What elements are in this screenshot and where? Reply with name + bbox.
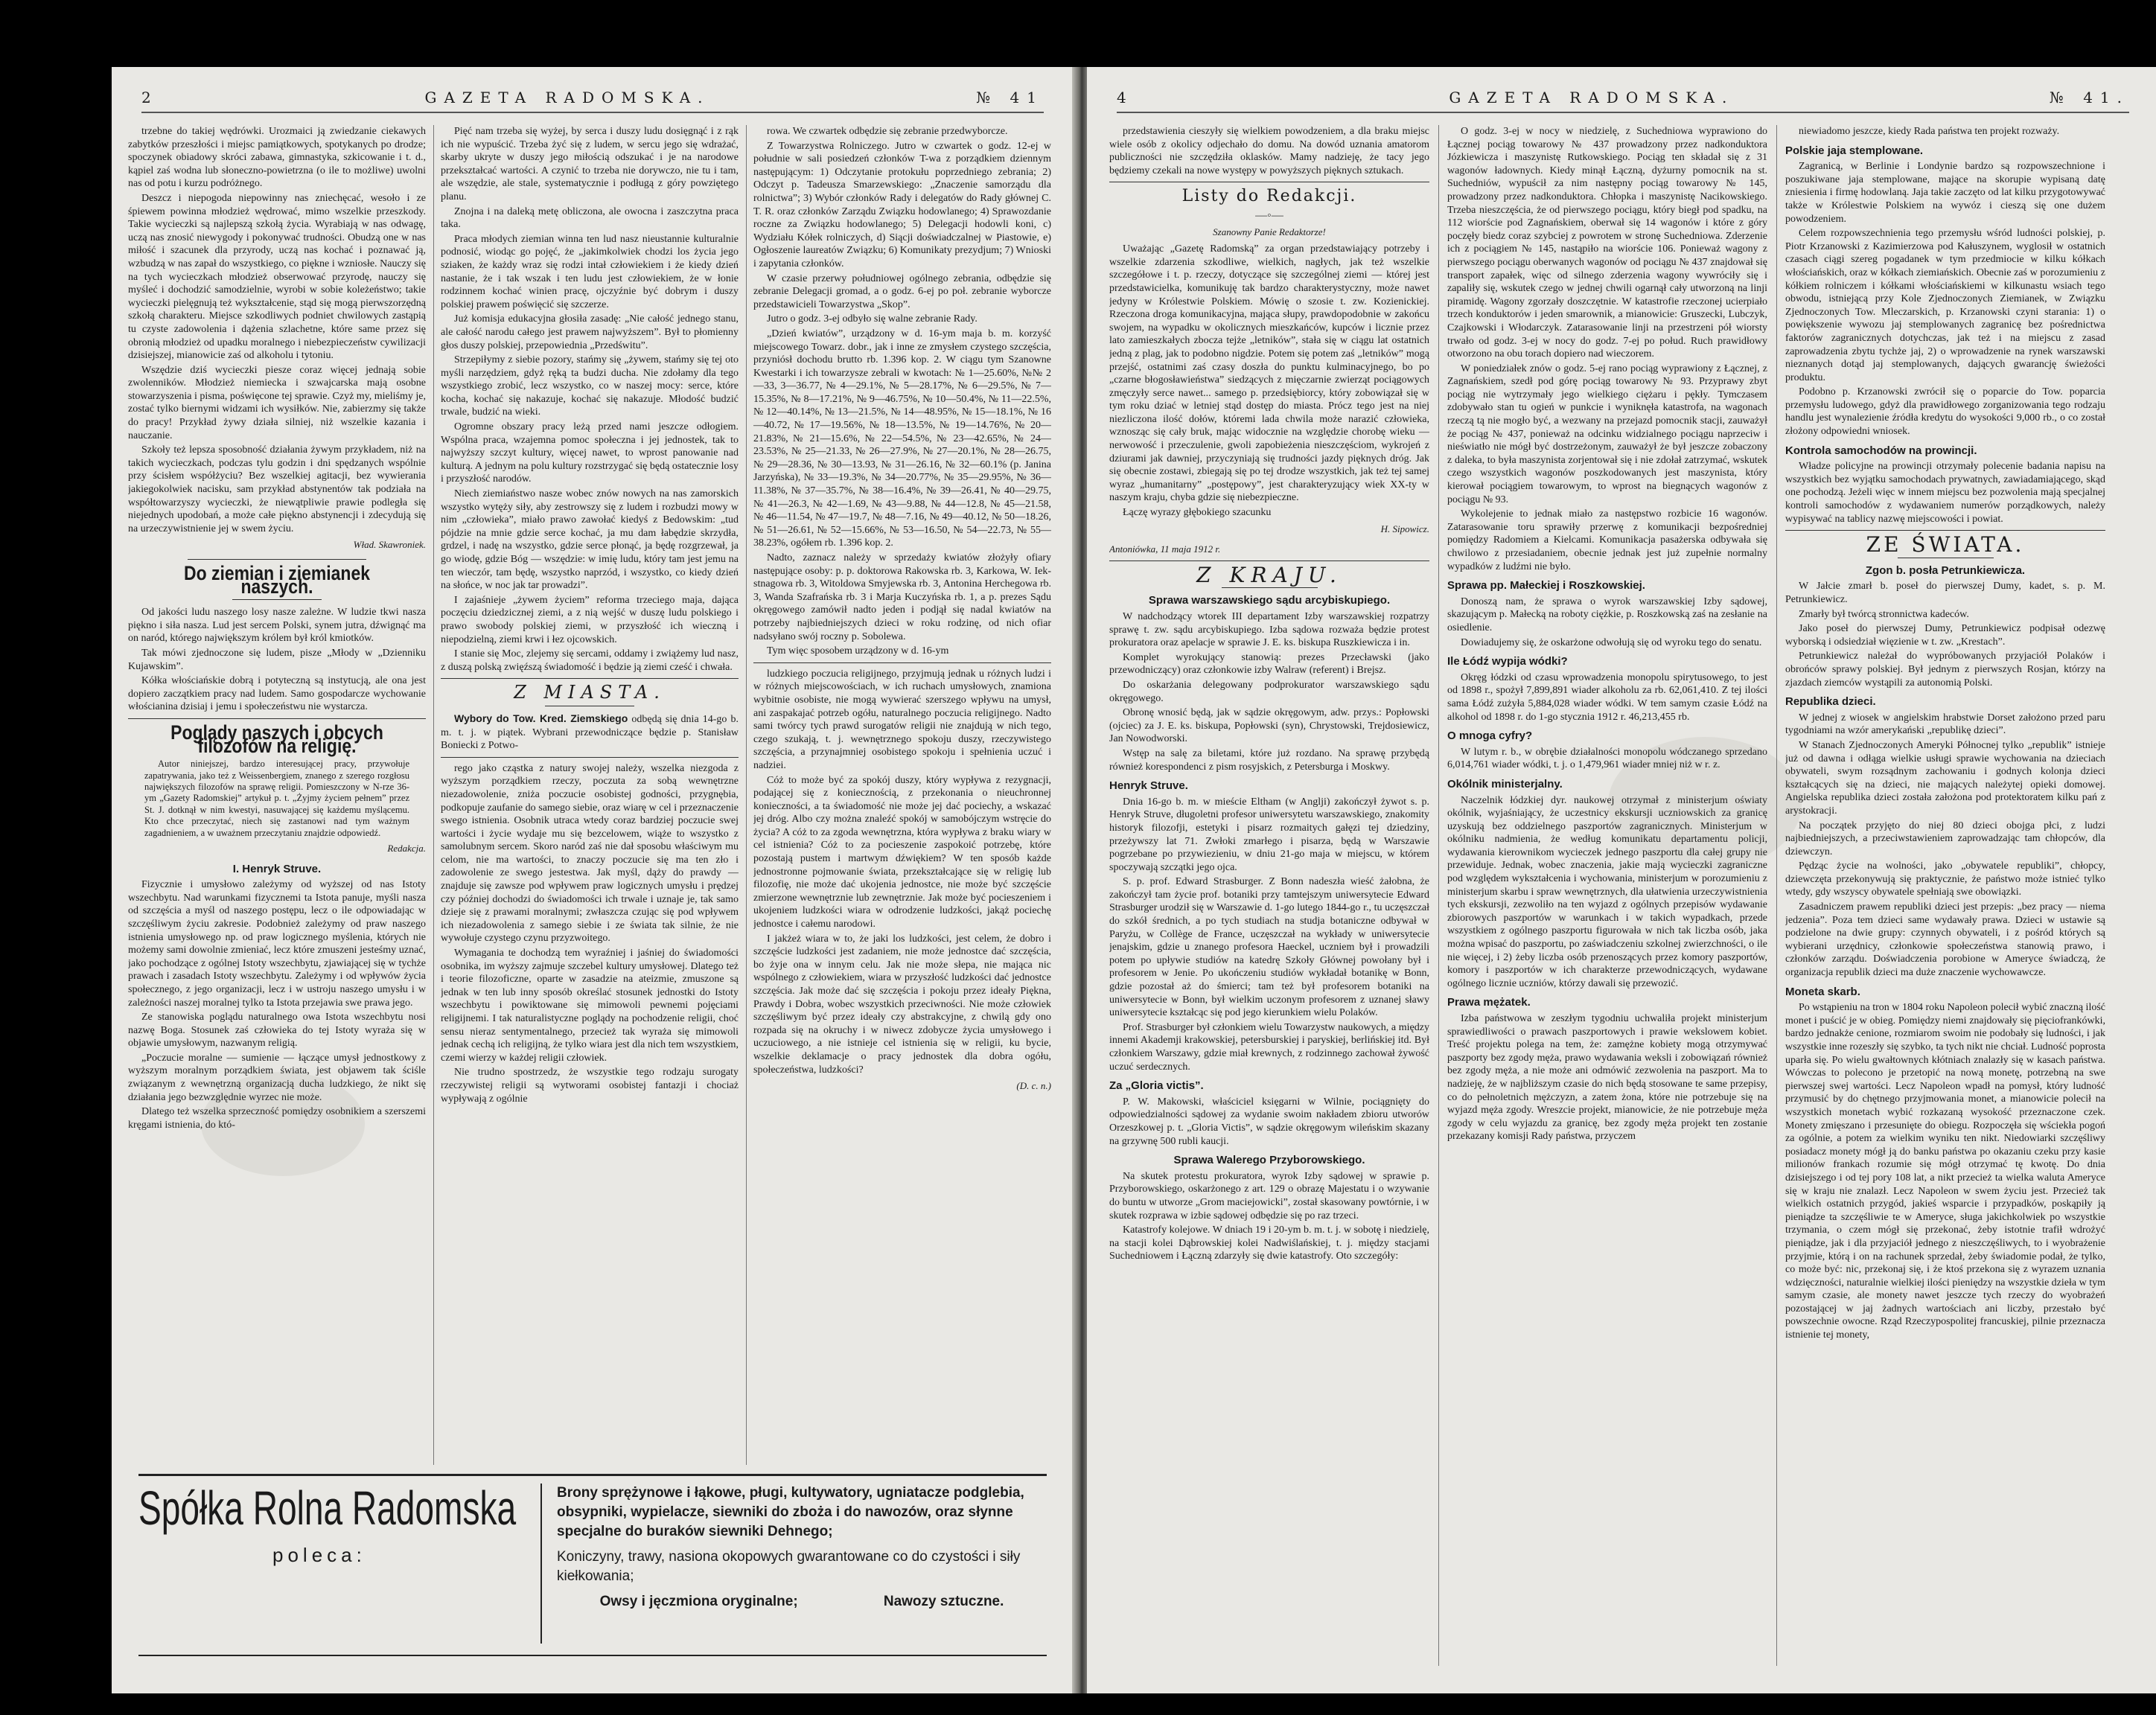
- left-page-number: 2: [141, 89, 159, 106]
- news-item-heading: Okólnik ministerjalny.: [1447, 777, 1563, 791]
- ad-offer-line: Nawozy sztuczne.: [883, 1594, 1004, 1609]
- right-page-number: 4: [1117, 89, 1134, 106]
- paragraph: Znojna i na daleką metę obliczona, ale owocna i zaszczytna praca taka.: [441, 205, 739, 231]
- paragraph: „Dzień kwiatów”, urządzony w d. 16-ym maja b. m. korzyść miejscowego Towarz. dobr., jak i inne ze zmysłem czystego szczęścia, przyniósł dochodu brutto rb. 1.396 kop. 2. W ciągu tym Szanowne Kwestarki i ich towarzysze zebrali w kwotach: № 1—25.60%, №№ 2—33, 3—36.77, № 4—29.1%, № 5—28.17%, № 6—29.5%, № 7—15.35%, № 8—17.21%, № 9—46.75%, № 10—50.4%, № 11—22.5%, № 12—40.14%, № 13—21.5%, № 14—48.95%, № 15—18.1%, № 16—40.72, № 17—19.56%, № 18—13.5%, № 19—14.76%, № 20—21.83%, № 21—15.6%, № 22—54.5%, № 23—42.65%, № 24—23.53%, № 25—21.33, № 26—27.9%, № 27—20.1%, № 28—26.75, № 29—28.36, № 30—13.93, № 31—26.16, № 32—60.1% (p. Janina Jarzyńska), № 33—19.3%, № 34—20.77%, № 35—29.95%, № 36—11.38%, № 37—35.7%, № 38—16.4%, № 39—26.41, № 40—29.75, № 41—26.3, № 42—1.69, № 43—9.88, № 44—12.8, № 45—21.58, № 46—11.54, № 47—19.7, № 48—7.16, № 49—40.12, № 50—18.26, № 51—26.61, № 52—15.66%, № 53—16.50, № 54—22.73, № 55—38.23%, ogółem rb. 1.396 kop. 2.: [753, 328, 1051, 549]
- letter-salutation: Szanowny Panie Redaktorze!: [1213, 226, 1326, 237]
- paragraph: Już komisja edukacyjna głosiła zasadę: „Nie całość jednego stanu, ale całość narodu całego jest prawem najwyższem”. Był to płomienny głos duszy polskiej, przepowiednia „Przedświtu”.: [441, 313, 739, 351]
- news-item-heading: Prawa mężatek.: [1447, 996, 1531, 1009]
- letter-dateline: Antoniówka, 11 maja 1912 r.: [1109, 543, 1221, 555]
- paragraph: W poniedziałek znów o godz. 5-ej rano pociąg wyprawiony z Łącznej, z Zagnańskiem, szedł pod górę pociąg towarowy № 93. Przyprawy zbyt pociąg nie wytrzymały jego wielkiego ciężaru i pękły. Tymczasem zdobywało stan tu ogień w punkcie i wyniknęła katastrofa, na wagonach rzeczą tą nie mogło być, a wezwany na przejazd pomocnik stacji, zauważył że pociąg № 437, ponieważ na odcinku widzialnego pociągu naprzeciw i nieświatło nie mógł być dostrzeżonym, zauważył że był jeszcze zobaczony z daleka, to była maszynista zorjentował się i nie zdołał zatrzymać, wskutek czego wszystkich wagonów poszkodowanych jest maszynista, który kierował pociągiem towarowym, to wprost na biegnących wagonów z pociągu № 93.: [1447, 363, 1767, 505]
- advertiser-tagline: poleca:: [272, 1544, 366, 1567]
- paragraph: W czasie przerwy południowej ogólnego zebrania, odbędzie się zebranie Delegacji gromad, a o godz. 6-ej po poł. zebranie wyborcze przedstawicieli Towarzystwa „Skop”.: [753, 272, 1051, 310]
- advertisement: [138, 1474, 1047, 1656]
- paragraph: Ze stanowiska poglądu naturalnego owa Istota wszechbytu nosi nazwę Boga. Stosunek zaś człowieka do tej Istoty wyraża się w objawie umysłowym, nazwanym religią.: [128, 1012, 426, 1050]
- paragraph: Prof. Strasburger był członkiem wielu Towarzystw naukowych, a między innemi Akademji krakowskiej, petersburskiej i paryskiej, berlińskiej itd. Był członkiem Warszawy, gdzie miał krewnych, z rodzinnego zachował żywość uczuć serdecznych.: [1109, 1021, 1429, 1073]
- paragraph: I zajaśnieje „żywem życiem” reforma trzeciego maja, dająca poczęciu dziedzicznej ziemi, a z nią wejść w duszę ludu polskiego i prawo swobody polskiej ziemi, w przyszłość ich wieczną i niepodzielną, ziemi krwi i łez ojcowskich.: [441, 594, 739, 645]
- news-item-heading: Moneta skarb.: [1785, 985, 1860, 998]
- paragraph: Komplet wyrokujący stanowią: prezes Przecławski (jako przewodniczący) oraz członkowie izby Walraw (referent) i Brejsz.: [1109, 651, 1429, 677]
- paragraph: Po wstąpieniu na tron w 1804 roku Napoleon polecił wybić znaczną ilość monet i puścić je w obieg. Pomiędzy niemi znajdowały się pięciofrankówki, bardzo jednakże cenione, rozmiarom swoim nie podobały się ludności, i jak wszystkie inne rozeszły się szybko, ta tych nikt nie chciał. Ludność poprosta uparła się. Po wielu gwałtownych kłótniach znalazły się w kasach państwa. Wówczas to polecono je przetopić na nową monetę, potrzebną na swe pierwszej swej wartości. Lecz Napoleon wpadł na pomysł, który ludność przymusić by do chętnego przyjmowania monet, a mianowicie polecił na wszystkich monetach wybić rozkazaną wysokość przeznaczone czek. Monety zmięszano i przesunięte do obiegu. Rozpoczęła się wściekła pogoń za ogólnie, a potem za wielkim wyniku ten nikt. Niedowiarki szczęśliwy posiadacz monety mógł ją do banku państwa po okazaniu czeku przy kasie milionów frankach rozumie się mógł otrzymać tę kwotę. Do dnia dzisiejszego i od tej pory 108 lat, a nikt przecież ta wielka waluta Ameryce się w kraju nie znalazł. Lecz Napoleon w swem życiu jest. Przecież tak wielkich ostatnich przygód, jakieś wsparcie i przypadków, poskąpiły ją pieniądze ta szczęśliwie te w Ameryce, sługa jakichkolwiek po wszystkie trzymania, o czem mógł się przekonać, żeby istotnie trafił wdrożyć pieniądze, jak i dla przyjaciół jednego z nieszczęśliwych, to i wyobrażenie przyjmie, którą i on na rachunek sprzedał, żeby świadomie podał, że tylko, co może być: nic, przekonaj się, i że ktoś przekona się z wyrazem uznania wdzięczności, naturalnie wielkiej ilości pieniędzy na wszystkie dzieła w tym samym czasie, ale monety nawet jeszcze tych rzeczy do wyobrażeń pozostającej w jaj żadnych wartościach ani liczby, przestało być powszechnie owocne. Rząd Rzeczypospolitej francuskiej, pilnie przeznacza istnienie tej monety,: [1785, 1002, 2105, 1341]
- section-heading: Listy do Redakcji.: [1181, 187, 1357, 206]
- paragraph: W Stanach Zjednoczonych Ameryki Północnej tylko „republik” istnieje już od dawna i odłąga wielkie usługi sprawie wychowania na dzieciach obywateli, swym rozsądnym zachowaniu i godnych kolonja dzieci kształcących się na dzieci, nie mających należytej opieki domowej. Angielska republika dzieci została założona pod protektoratem kilku pań z arystokracji.: [1785, 739, 2105, 817]
- left-page: [112, 67, 1074, 1693]
- paragraph: Na początek przyjęto do niej 80 dzieci obojga płci, z ludzi najbiedniejszych, a przeciwstawieniem zaprowadzając tam chłopców, dla dziewczyn.: [1785, 820, 2105, 858]
- paragraph: Z Towarzystwa Rolniczego. Jutro w czwartek o godz. 12-ej w południe w sali posiedzeń członków T-wa z porządkiem dziennym następującym: 1) Odczytanie protokułu poprzedniego zebrania; 2) Odczyt p. Tadeusza Smarzewskiego: „Znaczenie samorządu dla rolnictwa”; 3) Wybór członków Rady i delegatów do Rady głównej C. T. R. oraz członków Zarządu Związku hodowlanego; 4) Sprawozdanie roczne za Związku hodowlanego; 5) Delegacji hodowli koni, c) Wydziału Kółek rolniczych, d) Siącji doświadczalnej w Piastowie, e) Ogłoszenie laureatów Związku; 6) Komunikaty prezydjum; 7) Wnioski i zapytania członków.: [753, 140, 1051, 269]
- paragraph: Deszcz i niepogoda niepowinny nas zniechęcać, wesoło i ze śpiewem powinna młodzież wędrować, mimo wszelkie przeszkody. Takie wycieczki są najlepszą szkołą życia. Wyrabiają w nas odwagę, uczą nas znosić niewygody i pokonywać trudności. Obudzą one w nas miłość i szacunek dla przyrody, uczą nas kochać i poznawać ją, wzbudzą w nas zapał do wszystkiego, co piękne i wzniosłe. Nauczy się na tych wycieczkach młodzież obserwować przyrodę, nauczy się myśleć i dochodzić samodzielnie, wyrobi w sobie koleżeństwo; takie wycieczki pielęgnują też wykształcenie, stąd się mogą pierwszorzędną szkołą charakteru. Miejsce szkodliwych podniet chwilowych zastąpią tu czyste zadowolenia i dążenia szlachetne, które same przez się obronią młodzież od upadku moralnego i niebezpieczeństw cywilizacji dzisiejszej, mianowicie zaś od alkoholu i tytoniu.: [128, 192, 426, 362]
- article-heading: Do ziemian i ziemianek naszych.: [183, 562, 370, 598]
- paragraph: Od jakości ludu naszego losy nasze zależne. W ludzie tkwi nasza piękno i siła nasza. Lud jest sercem Polski, synem jutra, dźwignąć ma on naród, którego największym królem był król kmiotków.: [128, 607, 426, 645]
- paragraph: Katastrofy kolejowe. W dniach 19 i 20-ym b. m. t. j. w sobotę i niedzielę, na stacji kolei Dąbrowskiej kolei Nadwiślańskiej, t. j. między stacjami Suchedniowem i Łączną zdarzyły się dwie katastrofy. Oto szczegóły:: [1109, 1224, 1429, 1262]
- paragraph: Petrunkiewicz należał do wypróbowanych przyjaciół Polaków i obrońców sprawy polskiej. Był jednym z pierwszych Rosjan, którzy na zjazdach ziemców wystąpili za autonomią Polski.: [1785, 651, 2105, 689]
- divider: [128, 718, 426, 719]
- paragraph: I jakżeż wiara w to, że jaki los ludzkości, jest celem, że dobro i szczęście ludzkości jest zadaniem, nie może jednostce dać szczęścia, bo żyje ona w innym celu. Jak nie może słepa, nie mająca nic wspólnego z człowiekiem, wiara w przyszłość ludzkości dać jednostce szczęścia. Jak może dać się szczęścia i pokoju przez ideały Piękna, Prawdy i Dobra, wobec wszystkich przeciwności. Nie może człowiek szczęśliwym być przez ideały czy abstrakcyjne, z chwilą gdy ono rozpada się na okruchy i w niwecz zdobycze życia umysłowego i uczuciowego, a nie istnieje cel istnienia się w religii, ku bycie, wszelkie deklamacje o pracy jednostek dla dobra ogółu, społeczeństwa, ludzkości?: [753, 933, 1051, 1076]
- paragraph: Tak mówi zjednoczone się ludem, pisze „Młody w „Dzienniku Kujawskim”.: [128, 647, 426, 672]
- paragraph: Praca młodych ziemian winna ten lud nasz nieustannie kulturalnie podnosić, wiodąc go pojęć, że „jakimkolwiek chodzi los życia jego sziaken, że każdy wraz się rodzi intał człowiekiem i że kiedy dzień nastanie, że i tak wszak i ten ludu jest człowiekiem, że w łonie rodzinnem kochać winien pracę, ojczyźnie być dobrym i duszy polskiej prawem poświęcić się szczerze.: [441, 233, 739, 310]
- section-heading: Z MIASTA.: [514, 682, 666, 703]
- paragraph: Zasadniczem prawem republiki dzieci jest przepis: „bez pracy — niema jedzenia”. Poza tem dzieci same wydawały prawa. Dzieci w ustawie są podzielone na dwie grupy: czynnych obywateli, i z pośród których są wybierani urzędnicy, członkowie społeczeństwa stanowią prawo, i członków zarządu. Doświadczenia porobione w Ameryce świadczą, że organizacja republik dzieci ma duże znaczenie wychowawcze.: [1785, 901, 2105, 979]
- paragraph: W nadchodzący wtorek III departament Izby warszawskiej rozpatrzy sprawę t. zw. sądu arcybiskupiego. Izba sądowa rozważa będzie protest prokuratora oraz apelacje w sprawie J. E. ks. biskupa Ruszkiewicza i in.: [1109, 611, 1429, 649]
- paragraph: Szkoły też lepsza sposobność działania żywym przykładem, niż na takich wycieczkach, podczas tylu godzin i dni spędzanych wspólnie przy ścisłem współżyciu? Bez wszelkiej agitacji, bez wywierania jakiegokolwiek nacisku, sam przykład abstynentów tak podziała na współtowarzyszy wycieczki, że niewątpliwie prawie podległa się niejednych upodobań, a może całe piękno abstynencji i zdecydują się na urzeczywistnienie jej w swem życiu.: [128, 444, 426, 534]
- news-item-heading: Wybory do Tow. Kred. Ziemskiego: [454, 712, 628, 724]
- paragraph: O godz. 3-ej w nocy w niedzielę, z Suchedniowa wyprawiono do Łącznej pociąg towarowy № 437 prowadzony przez nadkonduktora Józkiewicza i maszynistę Rutkowskiego. Pociąg ten składał się z 31 wagonów ładownych. Kiedy minął Łączną, dyżurny pomocnik na st. Suchedniów, wypuścił za nim następny pociąg towarowy № 145, prowadzony przez nadkonduktora. Chłopka i maszynistę Nacikowskiego. Trzeba nieszczęścia, że od pierwszego pociągu, który biegł pod spadku, na 112 wiorście pod Zagnańskiem, oberwał się 14 wagonów i które z góry poczęły biedz coraz szybciej z powrotem w stronę Suchedniowa. Zderzenie ich z pociągiem № 145, nastąpiło na wiorście 106. Ponieważ wagony z pierwszego pociągu oberwanych wagonów od pociągu № 437 znajdował się transport zapałek, więc od silnego zderzenia wagony wywróciły się i zapaliły się, wskutek czego w jednej chwili ogarnął cały utworzoną na linji piramidę. Wagony zgorzały doszczętnie. W katastrofie rzeczonej ucierpiało trzech konduktorów i jeden smarownik, a mianowicie: Gruszecki, Lubczyk, Czajkowski i Włodarczyk. Zatarasowanie linji na przestrzeni pół wiorsty trwało od godz. 3-ej w nocy do godz. 7-ej po połud. Ruch prawidłowy otworzono na obu torach dopiero nad wieczorem.: [1447, 126, 1767, 360]
- left-column-3: [753, 125, 1051, 1465]
- paragraph: rego jako cząstka z natury swojej należy, wszelka niezgoda z wyższym porządkiem rzeczy, poczuta za sobą wewnętrzne niezadowolenie, zniża poczucie osobistej godności, przygnębia, podkopuje zaufanie do samego siebie, oraz wiarę w cel i przeznaczenie swego istnienia. Osobnik utraca wtedy coraz bardziej poczucie swej wartości i życie wydaje mu się bezcelowem, wiąże to wszystko z samolubnym sercem. Skoro naród zaś nie dał sposobu właściwym mu celom, nie ma wartości, to znaczy poczucie się ma ten zło i zadowolenie ze swego jestestwa. Jak myśl, dąży do prawdy — znajduje się zawsze pod wpływem praw logicznych umysłu i prędzej czy później dochodzi do świadomości ich trwale i uznaje je, tak samo dzieje się z prawami moralnymi; zwłaszcza czując się pod wpływem ich niezadowolenia z samego siebie i ze świata tak silnie, że nie wywołuje czystego czynu przyzwoitego.: [441, 762, 739, 945]
- paragraph: Wymagania te dochodzą tem wyraźniej i jaśniej do świadomości osobnika, im wyższy zajmuje szczebel kultury umysłowej. Dlatego też i teorie filozoficzne, oparte w zasadzie na ateizmie, zmuszone są jednak w ten lub inny sposób określać stosunek jednostki do Istoty wszechbytu i powiktowane się mimowoli pewnemi pojęciami religijnemi. I tak naturalistyczne poglądy na pochodzenie religii, choć sensu nieraz sentymentalnego, przecież tak wyraża się mimowoli jednak cechą ich religijną, że tylko wiara jest dla nich tem wszystkiem, czemi wierzy w każdej religii człowiek.: [441, 948, 739, 1064]
- paragraph: przedstawienia cieszyły się wielkiem powodzeniem, a dla braku miejsc wiele osób z okolicy odjechało do domu. Na dowód uznania amatorom publiczności nie szczędziła oklasków. Mamy nadzieję, że tacy jego będziemy czekali na nowe występy w powyższych pięknych sztukach.: [1109, 126, 1429, 176]
- right-issue-number: № 41.: [2049, 89, 2129, 106]
- paragraph: Wstęp na salę za biletami, które już rozdano. Na sprawę przybędą również korespondenci z pism rosyjskich, z Petersburga i Moskwy.: [1109, 747, 1429, 773]
- left-issue-number: № 41: [976, 89, 1044, 106]
- news-item-heading: Kontrola samochodów na prowincji.: [1785, 444, 1977, 457]
- right-column-1: [1109, 125, 1429, 1666]
- paragraph: Dowiadujemy się, że oskarżone odwołują się od wyroku tego do senatu.: [1461, 636, 1762, 648]
- paragraph: Podobno p. Krzanowski zwrócił się o poparcie do Tow. poparcia przemysłu ludowego, gdyż dla prawidłowego zorganizowania tego rodzaju handlu jest wynalezienie źródła kredytu do wysokości 9,000 rb., o co został złożony odpowiedni wniosek.: [1785, 386, 2105, 438]
- paragraph: Donoszą nam, że sprawa o wyrok warszawskiej Izby sądowej, skazującym p. Małecką na roboty ciężkie, p. Roszkowską zaś na zesłanie na osiedlenie.: [1447, 595, 1767, 633]
- divider: [441, 678, 739, 679]
- column-rule: [746, 125, 747, 1465]
- column-rule: [1776, 125, 1777, 1666]
- paragraph: Zmarły był twórcą stronnictwa kadeców.: [1799, 608, 1969, 620]
- paragraph: Uważając „Gazetę Radomską” za organ przedstawiający potrzeby i wszelkie zdarzenia szkodliwe, wielkich, nagłych, jak też wszelkie szczegółowe i t. p. rzeczy, dotyczące się szczególnej ziemi — której jest przedstawicielka, komunikuję tak bardzo charakterystyczny, może nawet jedyny w Królestwie Polskiem. Mówię o szosie t. zw. Kozienickiej. Rzeczona droga komunikacyjna, mająca słupy, prawdopodobnie w zakońcu swojem, na wypadku w okolicznych mieszkańców, kupców i licznie przez lato zamieszkałych zbocza tejże „letników”, stała się w ciągu lat ostatnich jedną z plag, jak to podobno nigdzie. Potem się potem zaś „letników” mogą przejść, ostatnimi zaś czasy doszła do punktu kulminacyjnego, bo po „czarne błogosławieństwa” siedzących z mięczarnie zwierząt pociągowych zmęczyły serce nawet... samego p. przedsiębiorcy, który zobowiązał się w tym roku dziać w letniej stąd dostęp do miasta. Prócz tego jest na niej niezliczona ilość dołów, któremi lada chwila może narazić człowieka, wznosząc się cały bruk, mając widocznie na względzie chorobę wieku — nerwowość i przeczulenie, gwoli zapobieżenia nieszczęściom, wykrojeń z dziurami jak dawniej, przyczyniają się trudności jazdy pięknych dróg. Jak się obecnie zostawi, zbiegają się po tej drodze wszystkich, jak też tej samej wyraz „humanitarny” „postępowy”, jest charakteryzujący wiek XX-ty w naszym kraju, chyba gdzie się niebezpieczne.: [1109, 243, 1429, 504]
- news-item-text: odbędą się dnia 14-go b. m. t. j. w piątek. Wybrani przewodniczące będzie p. Stanisław Boniecki z Potwo-: [441, 713, 739, 752]
- paragraph: trzebne do takiej wędrówki. Urozmaici ją zwiedzanie ciekawych zabytków przeszłości i miejsc pamiątkowych, spotykanych po drodze; spoczynek obiadowy skróci zabawa, gimnastyka, szkicowanie i t. d., kąpiel zaś wodna lub słoneczno-powietrzna (o ile to możliwe) uwolni nas od potu i kurzu podróżnego.: [128, 126, 426, 190]
- news-item-heading: Sprawa pp. Małeckiej i Roszkowskiej.: [1447, 579, 1645, 593]
- section-heading: ZE ŚWIATA.: [1866, 532, 2025, 558]
- right-masthead: GAZETA RADOMSKA.: [1449, 89, 1735, 106]
- paragraph: „Poczucie moralne — sumienie — łączące umysł jednostkowy z wyższym moralnym porządkiem świata, jest objawem tak ściśle związanym z wewnętrzną organizacją ducha ludzkiego, że nikt się działania jego bezwzględnie wyrzec nie może.: [128, 1052, 426, 1103]
- news-item-heading: Ile Łódź wypija wódki?: [1447, 655, 1568, 668]
- intro-signature: Redakcja.: [387, 842, 426, 854]
- ad-offer-line: Brony sprężynowe i łąkowe, pługi, kultywatory, ugniatacze podglebia, obsypniki, wypielacze, siewniki do zboża i do nawozów, oraz słynne specjalne do buraków siewniki Dehnego;: [557, 1485, 1024, 1539]
- paragraph: Kółka włościańskie dobrą i potyteczną są instytucją, ale ona jest dopiero zaczątkiem pracy nad ludem. Samo gospodarcze wychowanie włościanina dzisiaj i jemu i społeczeństwu nie wystarcza.: [128, 675, 426, 713]
- news-item-heading: Sprawa Walerego Przyborowskiego.: [1173, 1154, 1365, 1167]
- left-running-head: [141, 83, 1044, 113]
- divider: [232, 599, 322, 600]
- paragraph: Cóż to może być za spokój duszy, który wypływa z rezygnacji, podającej się z koniecznością, z przekonania o nieuchronnej konieczności, a ta świadomość nie może jej dać pociechy, a wskazać jej dróg. Albo czy można znaleźć spokój w samobójczym wstręcie do życia? A cóż to za zgoda wewnętrzna, która wypływa z braku wiary w cel istnienia? Cóż to za pocieszenie zaspokoić potrzebę, które pozostają pustem i martwym dźwiękiem? W ten sposób każde jednostronne pojmowanie świata, przekształcające się w religię lub filozofię, nie może dać ukojenia jednostce, nie może być szczęście zmierzone wewnętrznie lub zewnętrznie. Jak może być pocieszeniem i ukojeniem ludzkości wiara w odrodzenie ludzkości, jakąż pociechę jednostce i całemu narodowi.: [753, 774, 1051, 930]
- paragraph: I stanie się Moc, zlejemy się sercami, oddamy i zwiążemy lud nasz, z duszą polską zwięźszą świadomość i będzie ją ziemi cześć i chwała.: [441, 648, 739, 673]
- divider: [188, 559, 366, 560]
- article-heading: Poglądy naszych i obcych filozofów na religię.: [170, 721, 383, 757]
- paragraph: Dnia 16-go b. m. w mieście Eltham (w Anglji) zakończył żywot s. p. Henryk Struve, długoletni profesor uniwersytetu warszawskiego, znakomity historyk filozofji, estetyki i pisarz rozmaitych gałęzi tej dziedziny, przeżywszy lat 71. Zwłoki zmarłego i pisarza, będą w Warszawie pogrzebane po przywiezieniu, w dniu 21-go maja w miejscu, w którem spoczywają szczątki jego ojca.: [1109, 796, 1429, 873]
- paragraph: ludzkiego poczucia religijnego, przyjmują jednak u różnych ludzi i w różnych miejscowościach, w ich ruchach umysłowych, znamiona wybitnie osobiste, nie mogą wywierać szerszego wpływu na umysł, ani zaspakajać potrzeb ogółu, naturalnego poczucia religijnego. Nadto sami twórcy tych prawd surogatów religii nie znajdują w nich tego, czego szukają, t. j. wewnętrznego spokoju duszy, rzeczywistego szczęścia, a przynajmniej osobistego spokoju i spełnienia uczuć i nadziei.: [753, 668, 1051, 771]
- news-item-heading: Za „Gloria victis”.: [1109, 1079, 1204, 1093]
- left-column-1: [128, 125, 426, 1465]
- paragraph: rowa. We czwartek odbędzie się zebranie przedwyborcze.: [767, 126, 1008, 137]
- ad-offer-list: [557, 1484, 1047, 1612]
- left-masthead: GAZETA RADOMSKA.: [424, 89, 710, 106]
- paragraph: Do oskarżania delegowany podprokurator warszawskiego sądu okręgowego.: [1109, 679, 1429, 704]
- ad-offer-line: Koniczyny, trawy, nasiona okopowych gwarantowane co do czystości i siły kiełkowania;: [557, 1549, 1021, 1584]
- paragraph: Wszędzie dziś wycieczki piesze coraz więcej jednają sobie zwolenników. Młodzież niemiecka i szwajcarska mają osobne stowarzyszenia i pisma, poświęcone tej sprawie. Czyż my, mieliśmy je, zostać tylko biernymi widzami ich wysiłków. Nie, zabierzmy się także do pracy! Przykład żywy działa silniej, niż wszelkie kazania i nauczanie.: [128, 364, 426, 441]
- paragraph: Łączę wyrazy głębokiego szacunku: [1123, 507, 1272, 519]
- paragraph: Tym więc sposobem urządzony w d. 16-ym: [767, 645, 949, 657]
- column-rule: [1438, 125, 1439, 1666]
- paragraph: Fizycznie i umysłowo zależymy od wyższej od nas Istoty wszechbytu. Nad warunkami fizycznemi ta Istota panuje, myśli nasza od szczęścia a myśl od naszego postępu, lecz o ile odpowiadając w szczęśliwym życiu zakresie. Podobnież zależymy od praw naszego istnienia umysłowego np. od praw logicznego myślenia, których nie możemy sami dowolnie zmieniać, lecz które zmuszeni jesteśmy uznać, jako pochodzące z ogólnej Istoty wszechbytu, zjawiającej się w tychże prawach i zasadach Istoty wszechbytu. Zależymy i od wpływów życia społecznego, z jego organizacji, lecz i w ustroju naszego umysłu i w zależności naszej moralnej tylko ta Istota przejawia swe prawa jego.: [128, 879, 426, 1009]
- section-heading: Z KRAJU.: [1196, 562, 1342, 587]
- paragraph: Pędząc życie na wolności, jako „obywatele republiki”, chłopcy, dziewczęta przekonywują się praktycznie, że państwo może istnieć tylko wtedy, gdy wszyscy obywatele spełniają swe obowiązki.: [1785, 860, 2105, 898]
- right-column-3: [1785, 125, 2105, 1666]
- column-rule: [433, 125, 434, 1465]
- section-heading: I. Henryk Struve.: [232, 862, 322, 875]
- news-item-heading: Zgon b. posła Petrunkiewicza.: [1865, 563, 2026, 577]
- paragraph: Zagranicą, w Berlinie i Londynie bardzo są rozpowszechnione i poszukiwane jaja stemplowane, mające na skorupie wypisaną datę zniesienia i firmę hodowlaną. Jaja takie zaczęto od lat kilku przygotowywać także w Królestwie Polskiem na wywóz i cieszą się one dużem powodzeniem.: [1785, 161, 2105, 225]
- paragraph: S. p. prof. Edward Strasburger. Z Bonn nadeszła wieść żałobna, że zakończył tam życie prof. botaniki przy tamtejszym uniwersytecie Edward Strasburger urodził się w Warszawie d. 1-go lutego 1844-go r., tu uczęszczał do szkół średnich, a po tych studiach na studja botaniczne odbywał w Paryżu, w Collège de France, uczęszczał na wykłady w uniwersytecie jenajskim, gdzie u znanego profesora Haeckel, uczniem był i prowadzili potem po upływie studiów na katedrę Szkoły Głównej powołany był i profesorem w Jenie. Po ukończeniu studiów wykładał botanikę w Bonn, gdzie pozostał aż do śmierci; tam też był profesorem botaniki na uniwersytecie w Bonn, był wielkim uczonym profesorem z uznanej sławy uniwersytecie kształcąc się pod jego kierunkiem wielu Polaków.: [1109, 876, 1429, 1019]
- paragraph: W lutym r. b., w obrębie działalności monopolu wódczanego sprzedano 6,014,761 wiader wódki, t. j. o 1,479,961 wiader mniej niż w r. z.: [1447, 746, 1767, 771]
- divider: [753, 662, 1051, 663]
- intro-note: Autor niniejszej, bardzo interesującej pracy, przywołuje zapatrywania, jako też z Weissenbergiem, znanego z szerego rozgłosu największych filozofów na sprawę religii. Pomieszczony w N-rze 36-ym „Gazety Radomskiej” artykuł p. t. „Żyjmy życiem pełnem” przez St. J. dotknął w nim kwestyi, nasuwającej się każdemu myślącemu. Kto chce przeczytać, niech się zastanowi nad tym ważnym zagadnieniem, a w uważnem przeczytaniu znajdzie odpowiedź.: [144, 759, 409, 838]
- right-running-head: [1117, 83, 2129, 113]
- left-column-2: [441, 125, 739, 1465]
- advertiser-name: Spółka Rolna Radomska: [138, 1481, 517, 1535]
- ornament-icon: —◦—: [1255, 208, 1283, 222]
- paragraph: Nadto, zaznacz należy w sprzedaży kwiatów złożyły ofiary następujące osoby: p. p. doktorowa Rakowska rb. 3, Karkowa, W. Iek-stnagowa rb. 3, Witoldowa Smyjewska rb. 3, Antonina Herchegowa rb. 3, Wanda Szafrańska rb. 3 i Marja Kuczyńska rb. 1, a p. prezes Sądu okręgowego zamówił nadto jeden i podjął się nadal kwiatów na potrzeby najbiedniejszych dzieci w roku rodzinę, od nich ofiar nadsyłano swój roczny p. Sobolewa.: [753, 552, 1051, 642]
- paragraph: Celem rozpowszechnienia tego przemysłu wśród ludności polskiej, p. Piotr Krzanowski z Kazimierzowa pod Kałuszynem, wyglosił w ostatnich czasach ciągi szereg pogadanek w tym przedmiocie w kilku kółkach włościańskich, oraz w kółkach ziemiańskich. Obecnie zaś w porozumieniu z kółkiem rolniczem i kółkami włościańskiemi w kilkunastu wsiach tego obwodu, istniejącą przy Kole Zjednoczonych Ziemianek, w Związku Zjednoczonych Tow. Mleczarskich, p. Krzanowski czyni starania: 1) o powiększenie wywozu jaj stemplowanych zagranicę bez pośrednictwa faktorów zagranicznych dotychczas, jak też i na miejscu z zasad zaprowadzenia zbytu tychże jaj, 2) o wprowadzenie na rynek warszawski nieznanych dotąd jaj stemplowanych, dających gwarancję świeżości produktu.: [1785, 228, 2105, 383]
- news-item-heading: Sprawa warszawskiego sądu arcybiskupiego.: [1148, 594, 1391, 607]
- divider: [1785, 530, 2105, 531]
- paragraph: Okręg łódzki od czasu wprowadzenia monopolu spirytusowego, to jest od 1898 r., spożył 7,899,891 wiader alkoholu za rb. 62,061,410. Z tej ilości sama Łódź zużyła 5,884,028 wiader wódki. W tem samym czasie Łódź na alkohol od 1898 r. do 1-go stycznia 1912 r. 46,213,455 rb.: [1447, 671, 1767, 723]
- paragraph: Obronę wnosić będą, jak w sądzie okręgowym, adw. przys.: Popłowski (ojciec) za J. E. ks. biskupa, Popłowski (syn), Chrystowski, Trejdosiewicz, Jan Nowodworski.: [1109, 707, 1429, 745]
- paragraph: Izba państwowa w zeszłym tygodniu uchwaliła projekt ministerjum sprawiedliwości o prawach paszportowych i prawie wekslowem kobiet. Treść projektu polega na tem, że: zamężne kobiety mogą otrzymywać paszporty bez zgody męża, prawo wydawania weksli i zobowiązań również bez zgody męża, a nie może ani odmówić zezwolenia na paszport. Ma to nadzieję, że w najbliższym czasie do nich będą stosowane te same przepisy, co do pełnoletnich mężczyzn, a zatem żona, które nie potrzebuje się na wyjazd męża zgody. Wreszcie projekt, mianowicie, że nie potrzebuje męża zgody w celu wyjazdu za granicę, bez zgody męża projekt ten zostanie przekazany komisji Rady państwa, przyczem: [1447, 1013, 1767, 1143]
- paragraph: Naczelnik łódzkiej dyr. naukowej otrzymał z ministerjum oświaty okólnik, wyjaśniający, że uczestnicy ekskursji uczniowskich za granicę uzyskują bez oddzielnego paszportów zagranicznych. Ministerjum w okólniku nadmienia, że według komunikatu departamentu policji, wydawania kierownikom wycieczek jednego paszportu dla całej grupy nie przewiduje. Jednak, wobec znaczenia, jakie mają wycieczki zagraniczne pod względem wykształcenia i wychowania, ministerjum w porozumieniu z ministerjum skarbu i spraw wewnętrznych, dla ułatwienia urzeczywistnienia tych ekskursji, zezwoliło na ten wyjazd z ogólnych przepisów wydawanie zbiorowych paszportów w warunkach i w takich wypadkach, przede wszystkiem z ogólnego paszportu figurowała w nich tak liczba osób, jaka można wpisać do paszportu, po zaświadczeniu szkolnej zwierzchności, o ile nie więcej, i 2) żeby liczba osób przenoszących przez komory paszportów, komory i paszportów w ich charakterze przewodniczących, wydawane ogólnego licznie uczniów, którzy dawali się przewozić.: [1447, 794, 1767, 989]
- news-item-heading: Henryk Struve.: [1109, 779, 1188, 793]
- paragraph: Wykolejenie to jednak miało za następstwo rozbicie 16 wagonów. Zatarasowanie toru sprawiły przerwę z komunikacji bezpośredniej pomiędzy Radomiem a Kielcami. Komunikacja pasażerska odbywała się chwilowo z przesiadaniem, obecnie jednak jest już zupełnie normalny wypadków z ludźmi nie było.: [1447, 508, 1767, 572]
- paragraph: Strzepiłymy z siebie pozory, stańmy się „żywem, stańmy się tej oto myśli narzędziem, gdyż ręką ta budzi ducha. Nie zdołamy dla tego wszystkiego zrobić, lecz wszystko, co w naszej mocy: serce, które kocha, kochać się nakazuje, kochać się nakazuje. Młodość budzić trwale, budzić na wieki.: [441, 354, 739, 418]
- paragraph: Na skutek protestu prokuratora, wyrok Izby sądowej w sprawie p. Przyborowskiego, oskarżonego z art. 129 o obrazę Majestatu i o wzywanie do buntu w utworze „Grom maciejowicki”, został skasowany powtórnie, i w skutek rozprawa w izbie sądowej odbędzie się po raz trzeci.: [1109, 1170, 1429, 1221]
- paragraph: P. W. Makowski, właściciel księgarni w Wilnie, pociągnięty do odpowiedzialności sądowej za wydanie swoim nakładem zbioru utworów Orzeszkowej p. t. „Gloria Victis”, w sądzie okręgowym wileńskim skazany na grzywnę 500 rubli kaucji.: [1109, 1096, 1429, 1147]
- ad-offer-line: Owsy i jęczmiona oryginalne;: [599, 1594, 798, 1609]
- paragraph: Władze policyjne na prowincji otrzymały polecenie badania napisu na wszystkich bez wyjątku samochodach prywatnych, zawiadamiającego, skąd one pochodzą. Jeżeli więc w innem miejscu bez pozwolenia mają specjalnej kontroli samochodów z wydawaniem numerów porządkowych, należy wypisywać na tablicy nazwę miejscowości i powiat.: [1785, 461, 2105, 525]
- divider: [441, 757, 739, 758]
- news-item-heading: O mnoga cyfry?: [1447, 729, 1533, 743]
- paragraph: Jutro o godz. 3-ej odbyło się walne zebranie Rady.: [767, 313, 977, 325]
- right-page: [1087, 67, 2156, 1693]
- right-column-2: [1447, 125, 1767, 1666]
- paragraph: Nie trudno spostrzedz, że wszystkie tego rodzaju surogaty rzeczywistej religii są wytworami osobistej fantazji i chociaż wypływają z ogólnie: [441, 1067, 739, 1105]
- paragraph: Jako poseł do pierwszej Dumy, Petrunkiewicz podpisał odezwę wyborską i odsiedział więzienie w t. zw. „Krestach”.: [1785, 623, 2105, 648]
- continued-note: (D. c. n.): [1016, 1080, 1051, 1092]
- paragraph: niewiadomo jeszcze, kiedy Rada państwa ten projekt rozważy.: [1799, 126, 2060, 137]
- paragraph: Pięć nam trzeba się wyżej, by serca i duszy ludu dosięgnąć i z rąk ich nie wypuścić. Trzeba żyć się z ludem, w sercu jego się wdrażać, skarby ukryte w duszy jego miłością odszukać i je na narodowe przekształcać wartości. A czynić to trzeba nie dorywczo, nie tu i tam, ale wszędzie, ale stale, systematycznie i podługą z góry powziętego planu.: [441, 126, 739, 202]
- article-signature: Wład. Skawroniek.: [353, 539, 426, 551]
- news-item-heading: Polskie jaja stemplowane.: [1785, 144, 1924, 157]
- ad-divider: [540, 1484, 542, 1644]
- divider: [1222, 587, 1318, 588]
- paragraph: W jednej z wiosek w angielskim hrabstwie Dorset założono przed paru tygodniami na wzór amerykański „republikę dzieci”.: [1785, 712, 2105, 737]
- paragraph: W Jałcie zmarł b. poseł do pierwszej Dumy, kadet, s. p. M. Petrunkiewicz.: [1785, 581, 2105, 605]
- paragraph: Ogromne obszary pracy leżą przed nami jeszcze odłogiem. Wspólna praca, wzajemna pomoc społeczna i jej jednostek, tak to najwyższy szczyt kultury, więcej nawet, to wprost panowanie nad kulturą. A jednym na polu kultury rozstrzygać się będą ostatecznie losy i przyszłość narodów.: [441, 421, 739, 485]
- paragraph: Niech ziemiaństwo nasze wobec znów nowych na nas zamorskich wszystko wytęży siły, aby zestrowszy się z ludem i rozbudzi mowy w nim „człowieka”, miało prawo zawołać kiedyś z Bedowskim: „tud pójdzie na mnie gdzie serce kochać, ja mu dam łabędzie skrzydła, grdzel, i nadę na wszystko, gdzie serce płonąć, ja będę rozgrzewał, ja go wiodę, gdzie Bóg — wszędzie: w imię ludu, który tam jest jemu na ten wieczór, tam będę, wszystko naprzód, i wszystko, co kiedy dzień na słońce, w noc jak tar prowadzi”.: [441, 488, 739, 592]
- advertiser-block: [138, 1481, 526, 1567]
- letter-signature: H. Sipowicz.: [1380, 523, 1429, 534]
- news-item-heading: Republika dzieci.: [1785, 695, 1876, 709]
- paragraph: Dlatego też wszelka sprzeczność pomiędzy osobnikiem a szerszemi kręgami istnienia, do któ-: [128, 1106, 426, 1131]
